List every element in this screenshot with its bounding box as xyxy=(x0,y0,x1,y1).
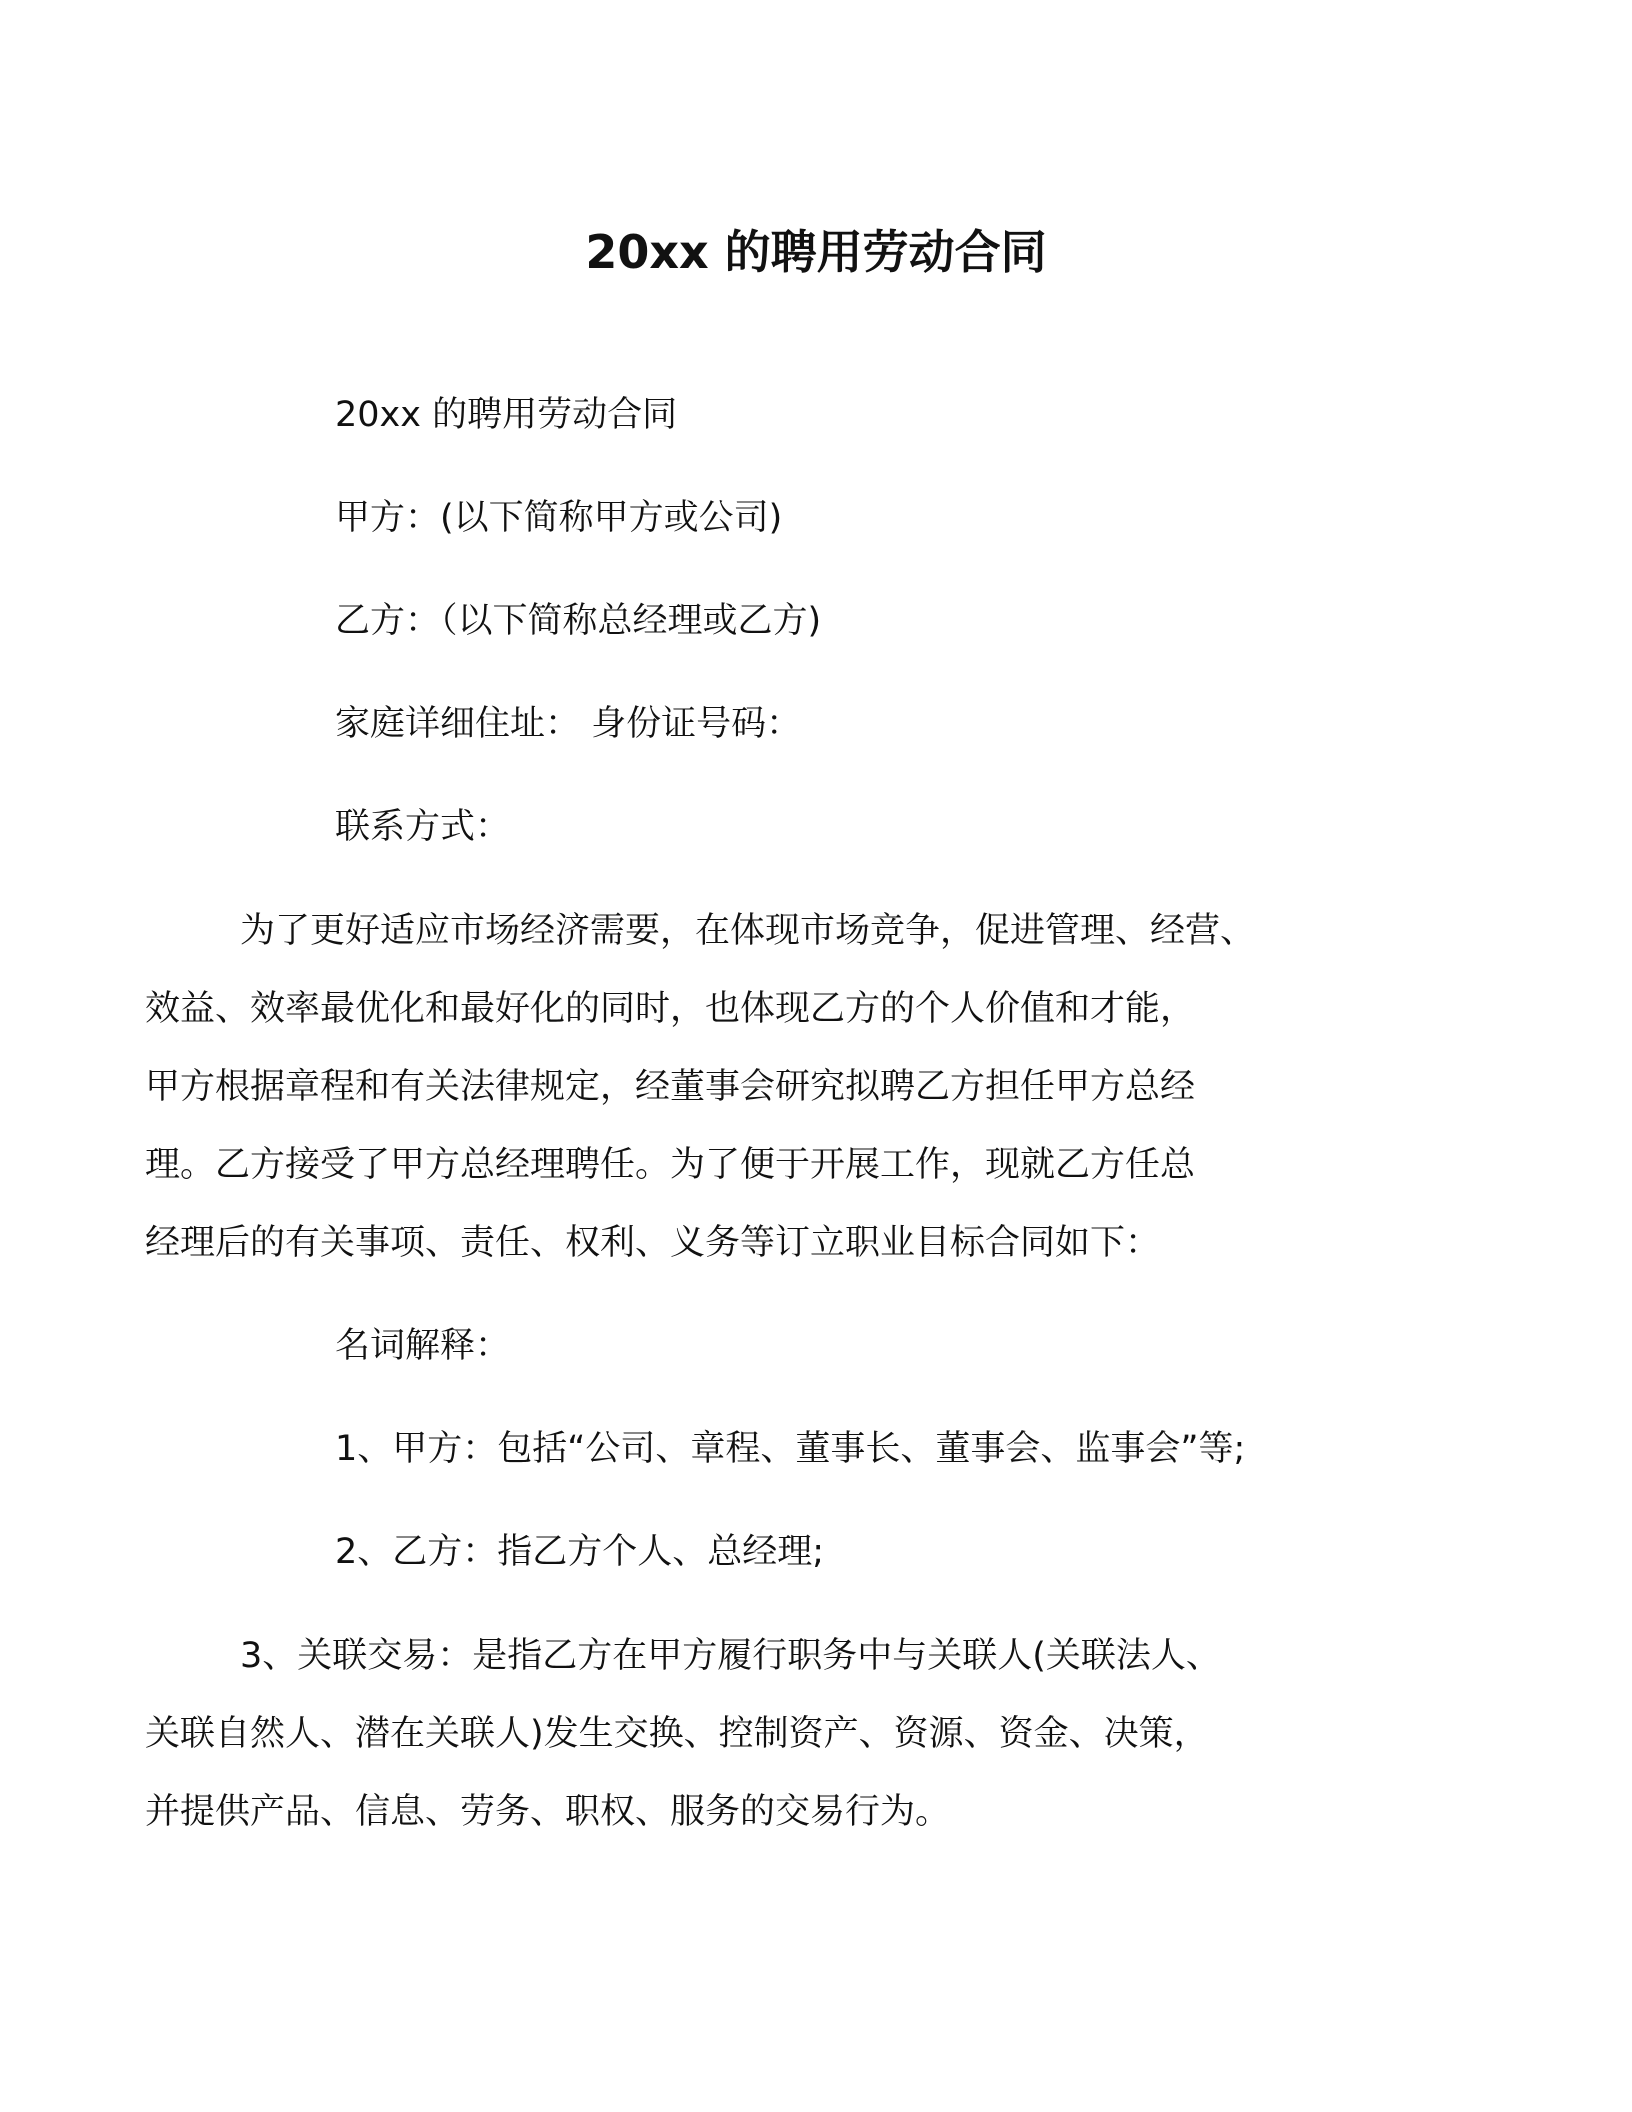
intro-line: 效益、效率最优化和最好化的同时，也体现乙方的个人价值和才能， xyxy=(145,989,1196,1029)
intro-line: 经理后的有关事项、责任、权利、义务等订立职业目标合同如下： xyxy=(145,1223,1161,1263)
definition-3-line: 3、关联交易：是指乙方在甲方履行职务中与关联人(关联法人、 xyxy=(240,1636,1221,1676)
intro-line: 甲方根据章程和有关法律规定，经董事会研究拟聘乙方担任甲方总经 xyxy=(145,1067,1196,1107)
intro-paragraph xyxy=(145,892,1400,1282)
definition-1: 1、甲方：包括“公司、章程、董事长、董事会、监事会”等; xyxy=(335,1429,1246,1469)
document-title: 20xx 的聘用劳动合同 xyxy=(585,225,1047,279)
definition-3 xyxy=(145,1617,1400,1851)
definition-3-line: 并提供产品、信息、劳务、职权、服务的交易行为。 xyxy=(145,1792,951,1832)
address-id-line: 家庭详细住址： 身份证号码： xyxy=(335,704,802,744)
intro-line: 为了更好适应市场经济需要，在体现市场竞争，促进管理、经营、 xyxy=(240,911,1256,951)
intro-line: 理。乙方接受了甲方总经理聘任。为了便于开展工作，现就乙方任总 xyxy=(145,1145,1196,1185)
definition-2: 2、乙方：指乙方个人、总经理; xyxy=(335,1532,825,1572)
party-b-line: 乙方：（以下简称总经理或乙方) xyxy=(335,601,822,641)
contact-line: 联系方式： xyxy=(335,807,511,847)
header-line: 20xx 的聘用劳动合同 xyxy=(335,395,678,435)
definitions-heading: 名词解释： xyxy=(335,1326,511,1366)
party-a-line: 甲方：(以下简称甲方或公司) xyxy=(335,498,783,538)
document-body xyxy=(145,390,1400,1890)
definition-3-line: 关联自然人、潜在关联人)发生交换、控制资产、资源、资金、决策， xyxy=(145,1714,1209,1754)
